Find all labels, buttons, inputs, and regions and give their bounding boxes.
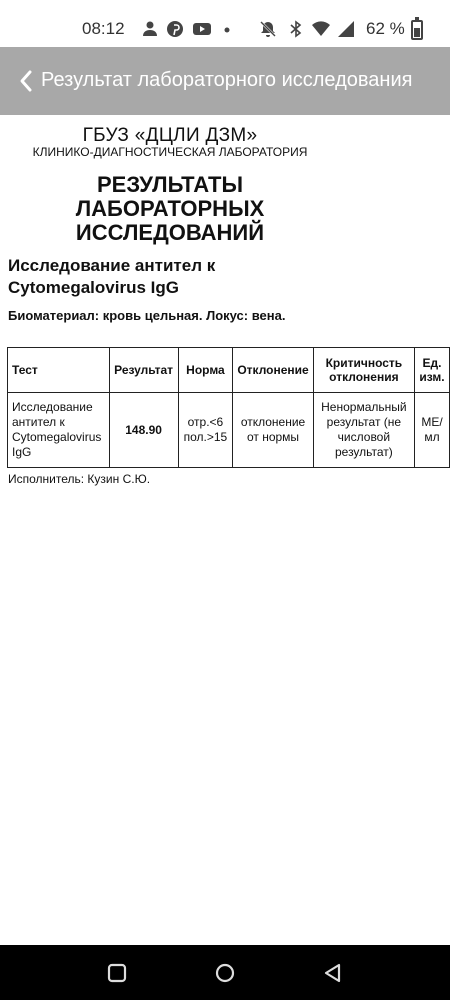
header-norm: Норма [178, 348, 233, 393]
cell-deviation: отклонение от нормы [233, 393, 313, 468]
bluetooth-icon [287, 20, 305, 38]
cell-criticality: Ненормальный результат (не числовой результат) [313, 393, 414, 468]
status-bar [0, 0, 450, 47]
battery-percent: 62 % [366, 19, 405, 38]
battery-icon [411, 20, 423, 40]
report-title: РЕЗУЛЬТАТЫ ЛАБОРАТОРНЫХ ИССЛЕДОВАНИЙ [75, 172, 265, 245]
bell-off-icon [259, 20, 277, 38]
wifi-icon [311, 20, 331, 38]
header-test: Тест [8, 348, 110, 393]
header-criticality: Критичность отклонения [313, 348, 414, 393]
signal-icon [337, 20, 355, 38]
results-table [7, 347, 450, 468]
recents-icon[interactable] [107, 963, 127, 983]
back-icon[interactable] [323, 963, 343, 983]
chevron-left-icon[interactable] [14, 67, 40, 95]
navigation-bar [0, 945, 450, 1000]
table-header-row [8, 348, 450, 393]
cell-test: Исследование антител к Cytomegalovirus IgG [8, 393, 110, 468]
study-title: Исследование антител к Cytomegalovirus IgG [8, 256, 216, 297]
person-icon [141, 20, 159, 38]
header-unit: Ед. изм. [415, 348, 450, 393]
cell-norm: отр.<6 пол.>15 [178, 393, 233, 468]
youtube-icon [192, 20, 212, 38]
executor: Исполнитель: Кузин С.Ю. [8, 472, 151, 486]
dot-icon [222, 20, 232, 38]
laboratory-name: КЛИНИКО-ДИАГНОСТИЧЕСКАЯ ЛАБОРАТОРИЯ [32, 145, 308, 159]
table-row [8, 393, 450, 468]
page-title: Результат лабораторного исследования [41, 69, 413, 91]
cell-result: 148.90 [109, 393, 178, 468]
battery-fill [414, 28, 420, 37]
pinterest-icon [166, 20, 184, 38]
home-icon[interactable] [215, 963, 235, 983]
cell-unit: МЕ/мл [415, 393, 450, 468]
biomaterial-info: Биоматериал: кровь цельная. Локус: вена. [8, 308, 286, 323]
header-result: Результат [109, 348, 178, 393]
app-bar [0, 47, 450, 115]
organization-name: ГБУЗ «ДЦЛИ ДЗМ» [82, 125, 258, 146]
header-deviation: Отклонение [233, 348, 313, 393]
status-time: 08:12 [82, 19, 125, 38]
